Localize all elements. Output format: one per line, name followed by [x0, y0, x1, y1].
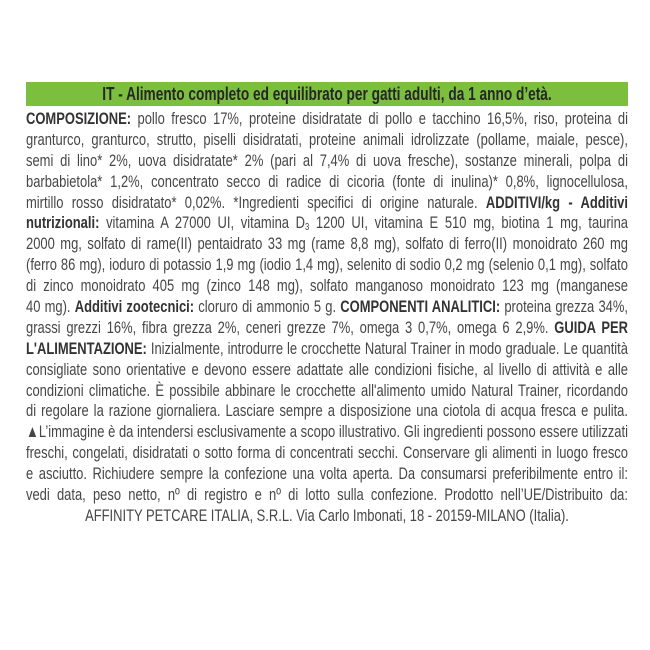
text-line	[26, 339, 628, 360]
text-line-content	[26, 130, 628, 150]
text-line	[26, 485, 628, 506]
text-line-content	[26, 193, 628, 213]
text-segment: condizioni climatiche. È possibile abbinare le crocchette all'alimento umido Natural Trainer, ricordando	[26, 380, 628, 400]
text-segment: AFFINITY PETCARE ITALIA, S.R.L. Via Carlo Imbonati, 18 - 20159-MILANO (Italia).	[85, 505, 569, 525]
text-line	[26, 297, 628, 318]
text-line-content	[26, 234, 628, 254]
text-line-content	[26, 464, 628, 484]
section-heading: COMPONENTI ANALITICI:	[340, 297, 501, 317]
text-segment: barbabietola* 1,2%, concentrato secco di radice di cicoria (fonte di inulina)* 0,8%, lignocellulosa,	[26, 171, 628, 191]
text-segment: vedi data, peso netto, nº di registro e nº di lotto sulla confezione. Prodotto nell’UE/Distribuito da:	[26, 485, 628, 505]
text-line	[26, 401, 628, 422]
section-heading: GUIDA PER	[554, 317, 628, 337]
text-line-content	[26, 109, 628, 129]
section-heading: COMPOSIZIONE:	[26, 109, 132, 128]
section-heading: L'ALIMENTAZIONE:	[26, 338, 147, 358]
text-segment: consigliate sono orientative e devono essere adattate alle condizioni fisiche, al livello di attività e alle	[26, 359, 628, 379]
text-line-content	[26, 422, 628, 442]
text-segment: di zinco monoidrato 405 mg (zinco 148 mg), solfato manganoso monoidrato 123 mg (manganese	[26, 276, 628, 296]
text-line	[26, 422, 628, 443]
text-segment: 3	[305, 222, 310, 234]
text-line-content	[26, 151, 628, 171]
text-line	[26, 360, 628, 381]
text-line	[26, 130, 628, 151]
text-line-content	[26, 255, 628, 275]
text-segment: freschi, congelati, disidratati o sotto forma di concentrati secchi. Conservare gli alimenti in luogo fresco	[26, 443, 628, 463]
text-segment: vitamina A 27000 UI, vitamina D	[99, 213, 306, 233]
text-segment: 2000 mg, solfato di rame(II) pentaidrato 33 mg (rame 8,8 mg), solfato di ferro(II) monoidrato 260 mg	[26, 234, 628, 254]
text-line-content	[26, 360, 628, 380]
text-segment: 1200 UI, vitamina E 510 mg, biotina 1 mg, taurina	[309, 213, 628, 233]
text-line-content	[26, 172, 628, 192]
text-segment: e asciutto. Richiudere sempre la confezione una volta aperta. Da consumarsi preferibilmente entro il:	[26, 464, 628, 484]
text-segment: cloruro di ammonio 5 g.	[194, 297, 341, 317]
label-title: IT - Alimento completo ed equilibrato per gatti adulti, da 1 anno d’età.	[102, 84, 552, 104]
text-line	[26, 255, 628, 276]
text-line-content	[26, 297, 628, 317]
section-heading: Additivi zootecnici:	[74, 297, 195, 317]
text-line-content	[26, 381, 628, 401]
text-line-content	[26, 485, 628, 505]
section-heading: nutrizionali:	[26, 213, 100, 233]
text-line-content	[26, 401, 628, 421]
text-segment: grassi grezzi 16%, fibra grezza 2%, ceneri grezze 7%, omega 3 0,7%, omega 6 2,9%.	[26, 317, 555, 337]
text-line	[26, 151, 628, 172]
text-line	[26, 276, 628, 297]
text-line	[26, 318, 628, 339]
text-line-content	[26, 318, 628, 338]
text-segment: proteina grezza 34%,	[500, 297, 628, 317]
text-segment: Inizialmente, introdurre le crocchette Natural Trainer in modo graduale. Le quantità	[146, 338, 628, 358]
text-segment: mirtillo rosso disidratato* 0,02%. *Ingredienti specifici di origine naturale.	[26, 192, 486, 212]
text-line	[26, 464, 628, 485]
text-segment: granturco, granturco, strutto, piselli disidratati, proteine animali idrolizzate (pollame, maiale, pesce),	[26, 129, 628, 149]
section-heading: ADDITIVI/kg - Additivi	[485, 192, 628, 212]
text-segment: 40 mg).	[26, 297, 75, 317]
text-line	[26, 213, 628, 234]
text-line-content	[26, 443, 628, 463]
text-segment: di regolare la razione giornaliera. Lasciare sempre a disposizione una ciotola di acqua fresca e pulita.	[26, 401, 628, 421]
text-line	[26, 506, 628, 527]
text-line	[26, 381, 628, 402]
text-line	[26, 193, 628, 214]
text-line	[26, 172, 628, 193]
text-line-content	[26, 506, 628, 526]
label-text-body	[26, 109, 628, 527]
text-segment: ▲L’immagine è da intendersi esclusivamente a scopo illustrativo. Gli ingredienti possono essere utilizzati	[26, 422, 628, 442]
text-segment: (ferro 86 mg), ioduro di potassio 1,9 mg (iodio 1,4 mg), selenito di sodio 0,2 mg (selenio 0,1 mg), solfato	[26, 255, 628, 275]
text-segment: pollo fresco 17%, proteine disidratate di pollo e tacchino 16,5%, riso, proteina di	[131, 109, 628, 128]
text-line	[26, 109, 628, 130]
text-line-content	[26, 339, 628, 359]
text-line	[26, 234, 628, 255]
text-line	[26, 443, 628, 464]
title-banner	[26, 82, 628, 106]
text-line-content	[26, 276, 628, 296]
text-segment: semi di lino* 2%, uova disidratate* 2% (pari al 7,4% di uova fresche), sostanze minerali, polpa di	[26, 150, 628, 170]
